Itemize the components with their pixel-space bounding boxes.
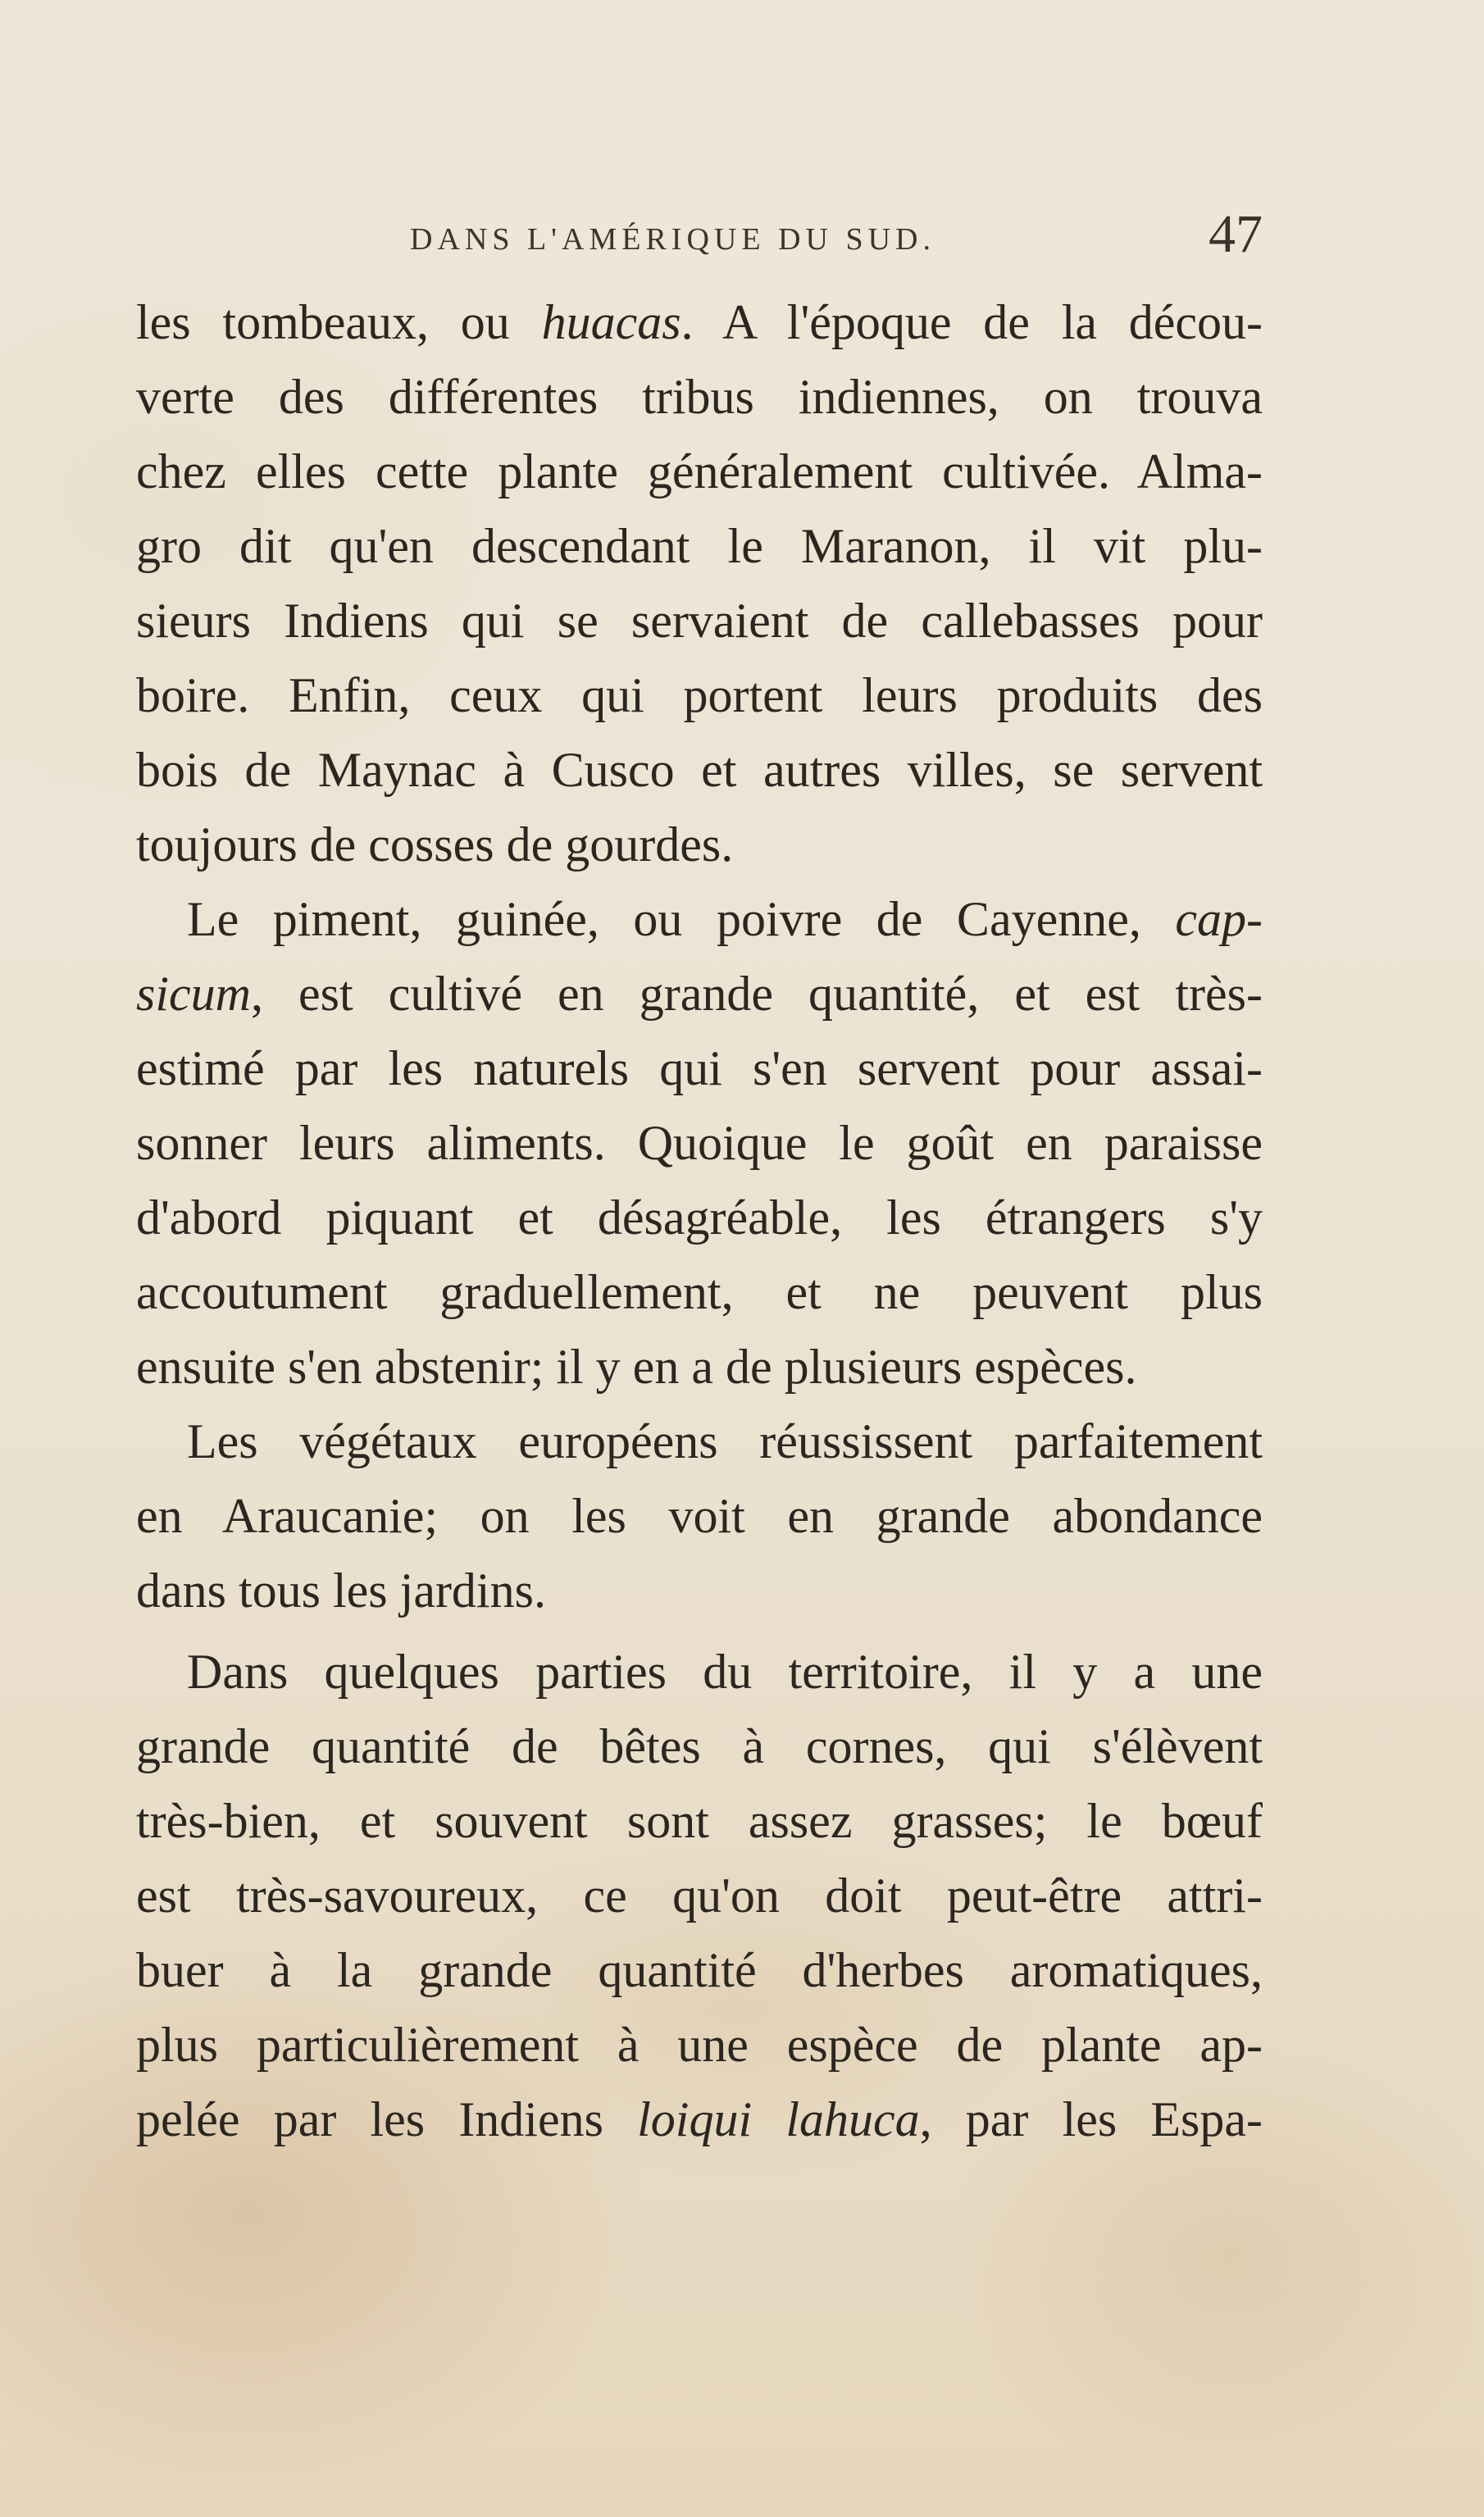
text-line: sieurs Indiens qui se servaient de callebasses pour: [136, 594, 1263, 648]
text-line: gro dit qu'en descendant le Maranon, il vit plu-: [136, 519, 1263, 573]
running-title: DANS L'AMÉRIQUE DU SUD.: [410, 222, 935, 257]
text-line: chez elles cette plante généralement cultivée. Alma-: [136, 444, 1263, 498]
paragraph-3: [136, 1404, 1263, 1628]
text-line: dans tous les jardins.: [136, 1563, 546, 1618]
paragraph-spacer: [136, 1628, 1263, 1635]
text-line: Le piment, guinée, ou poivre de Cayenne, cap-: [187, 892, 1263, 946]
text-line: boire. Enfin, ceux qui portent leurs produits des: [136, 668, 1263, 722]
body-text: [136, 285, 1263, 2157]
text-line: estimé par les naturels qui s'en servent pour assai-: [136, 1041, 1263, 1095]
paragraph-4: [136, 1635, 1263, 2157]
paragraph-1: [136, 285, 1263, 882]
paragraph-2: [136, 882, 1263, 1404]
text-line: buer à la grande quantité d'herbes aromatiques,: [136, 1943, 1263, 1997]
text-line: pelée par les Indiens loiqui lahuca, par les Espa-: [136, 2092, 1263, 2146]
text-line: verte des différentes tribus indiennes, on trouva: [136, 370, 1263, 424]
text-line: toujours de cosses de gourdes.: [136, 817, 734, 872]
text-line: plus particulièrement à une espèce de plante ap-: [136, 2018, 1263, 2072]
running-head: [131, 197, 1263, 279]
text-line: bois de Maynac à Cusco et autres villes, se servent: [136, 743, 1263, 797]
text-line: ensuite s'en abstenir; il y en a de plusieurs espèces.: [136, 1340, 1137, 1394]
text-line: accoutument graduellement, et ne peuvent plus: [136, 1265, 1263, 1319]
text-line: Dans quelques parties du territoire, il y a une: [187, 1645, 1263, 1699]
text-line: grande quantité de bêtes à cornes, qui s'élèvent: [136, 1719, 1263, 1773]
page-number: 47: [1209, 204, 1263, 264]
text-line: très-bien, et souvent sont assez grasses; le bœuf: [136, 1794, 1263, 1848]
text-line: Les végétaux européens réussissent parfaitement: [187, 1414, 1263, 1468]
text-line: en Araucanie; on les voit en grande abondance: [136, 1489, 1263, 1543]
text-line: les tombeaux, ou huacas. A l'époque de la décou-: [136, 295, 1263, 349]
text-line: est très-savoureux, ce qu'on doit peut-être attri-: [136, 1868, 1263, 1923]
text-line: d'abord piquant et désagréable, les étrangers s'y: [136, 1190, 1263, 1245]
text-line: sonner leurs aliments. Quoique le goût en paraisse: [136, 1116, 1263, 1170]
text-line: sicum, est cultivé en grande quantité, et est très-: [136, 967, 1263, 1021]
